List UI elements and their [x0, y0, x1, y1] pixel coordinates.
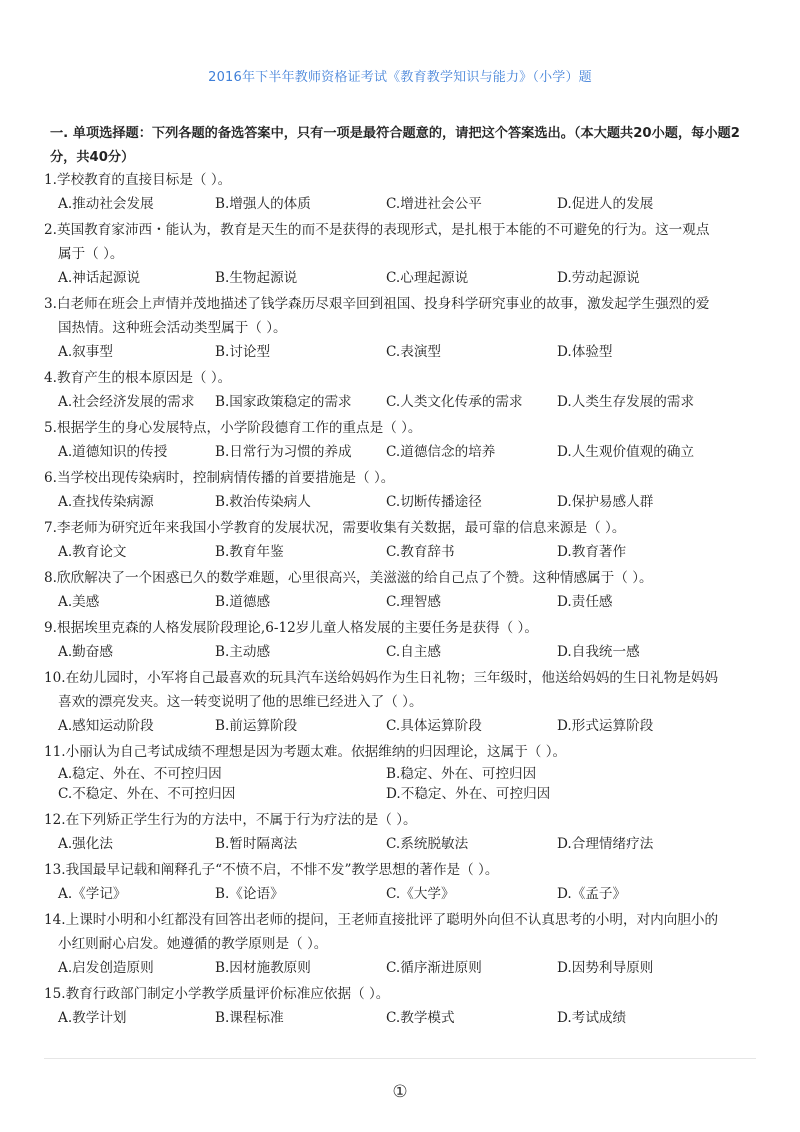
question-text-line: 2.英国教育家沛西・能认为，教育是天生的而不是获得的表现形式，是扎根于本能的不可避免的行为。这一观点 [44, 222, 710, 238]
question-text-line: 6.当学校出现传染病时，控制病情传播的首要措施是（ ）。 [44, 470, 395, 486]
question-text [44, 366, 760, 390]
answer-option: C.表演型 [386, 344, 442, 360]
question-text-continued [44, 316, 760, 340]
answer-option: A.启发创造原则 [58, 960, 154, 976]
answer-options [44, 882, 760, 908]
question-item [44, 566, 760, 616]
answer-option: B.讨论型 [215, 344, 271, 360]
answer-option: C.教育辞书 [386, 544, 455, 560]
answer-option: C.切断传播途径 [386, 494, 482, 510]
answer-option: C.系统脱敏法 [386, 836, 469, 852]
section-heading: 一. 单项选择题：下列各题的备选答案中，只有一项是最符合题意的，请把这个答案选出。（本大题共20小题，每小题2分，共40分） [50, 126, 740, 165]
answer-option: A.强化法 [58, 836, 113, 852]
answer-option: A.教育论文 [58, 544, 127, 560]
question-text [44, 808, 760, 832]
answer-option: B.救治传染病人 [215, 494, 311, 510]
answer-option: A.勤奋感 [58, 644, 113, 660]
answer-option: B.因材施教原则 [215, 960, 311, 976]
answer-option: B.日常行为习惯的养成 [215, 444, 352, 460]
answer-option: D.体验型 [557, 344, 613, 360]
question-text [44, 466, 760, 490]
question-text [44, 908, 760, 932]
question-item [44, 516, 760, 566]
answer-options [44, 714, 760, 740]
question-text [44, 740, 760, 764]
answer-option: D.促进人的发展 [557, 196, 654, 212]
answer-option: B.前运算阶段 [215, 718, 298, 734]
question-text-line: 3.白老师在班会上声情并茂地描述了钱学森历尽艰辛回到祖国、投身科学研究事业的故事，激发起学生强烈的爱 [44, 296, 710, 312]
question-item [44, 808, 760, 858]
answer-option: A.叙事型 [58, 344, 113, 360]
question-item [44, 616, 760, 666]
answer-option: D.不稳定、外在、可控归因 [386, 786, 551, 802]
answer-option: D.因势利导原则 [557, 960, 654, 976]
answer-option: B.稳定、外在、可控归因 [386, 766, 537, 782]
answer-option: A.查找传染病源 [58, 494, 154, 510]
answer-option: A.神话起源说 [58, 270, 141, 286]
question-item [44, 466, 760, 516]
answer-option: B.道德感 [215, 594, 271, 610]
question-item [44, 218, 760, 292]
question-text [44, 292, 760, 316]
answer-options [44, 340, 760, 366]
answer-option: A.感知运动阶段 [58, 718, 154, 734]
answer-options [44, 956, 760, 982]
question-item [44, 292, 760, 366]
answer-option: C.教学模式 [386, 1010, 455, 1026]
question-text-line: 12.在下列矫正学生行为的方法中，不属于行为疗法的是（ ）。 [44, 812, 417, 828]
question-text-continued [44, 690, 760, 714]
question-text [44, 616, 760, 640]
question-text [44, 982, 760, 1006]
answer-option: D.形式运算阶段 [557, 718, 654, 734]
answer-options [44, 1006, 760, 1032]
question-list [44, 168, 760, 1032]
question-text [44, 858, 760, 882]
question-text-line: 13.我国最早记载和阐释孔子“不愤不启，不悱不发”教学思想的著作是（ ）。 [44, 862, 499, 878]
answer-option: C.增进社会公平 [386, 196, 482, 212]
answer-option: C.自主感 [386, 644, 442, 660]
answer-option: B.增强人的体质 [215, 196, 311, 212]
answer-options [44, 590, 760, 616]
answer-options [44, 390, 760, 416]
answer-option: C.道德信念的培养 [386, 444, 496, 460]
question-text [44, 666, 760, 690]
question-text-line: 15.教育行政部门制定小学教学质量评价标准应依据（ ）。 [44, 986, 390, 1002]
answer-option: D.人类生存发展的需求 [557, 394, 695, 410]
answer-option: C.循序渐进原则 [386, 960, 482, 976]
question-text [44, 218, 760, 242]
answer-option: B.《论语》 [215, 886, 284, 902]
answer-option: B.课程标准 [215, 1010, 284, 1026]
question-item [44, 858, 760, 908]
answer-options [44, 490, 760, 516]
question-text-continued [44, 242, 760, 266]
answer-options [44, 764, 760, 804]
question-item [44, 666, 760, 740]
answer-option: D.人生观价值观的确立 [557, 444, 695, 460]
answer-option: D.考试成绩 [557, 1010, 627, 1026]
answer-option: B.教育年鉴 [215, 544, 284, 560]
question-text-line: 11.小丽认为自己考试成绩不理想是因为考题太难。依据维纳的归因理论，这属于（ ）。 [44, 744, 567, 760]
question-text [44, 416, 760, 440]
answer-option: A.教学计划 [58, 1010, 127, 1026]
answer-option: C.《大学》 [386, 886, 455, 902]
question-text [44, 566, 760, 590]
question-text-line: 7.李老师为研究近年来我国小学教育的发展状况，需要收集有关数据，最可靠的信息来源是（ ）。 [44, 520, 626, 536]
answer-option: B.国家政策稳定的需求 [215, 394, 352, 410]
answer-options [44, 192, 760, 218]
answer-options [44, 832, 760, 858]
question-text [44, 516, 760, 540]
answer-options [44, 540, 760, 566]
answer-options [44, 266, 760, 292]
question-text-line: 10.在幼儿园时，小军将自己最喜欢的玩具汽车送给妈妈作为生日礼物；三年级时，他送给妈妈的生日礼物是妈妈 [44, 670, 719, 686]
question-item [44, 740, 760, 804]
answer-options [44, 640, 760, 666]
answer-option: D.合理情绪疗法 [557, 836, 654, 852]
question-text-line: 喜欢的漂亮发夹。这一转变说明了他的思维已经进入了（ ）。 [58, 694, 423, 710]
question-text [44, 168, 760, 192]
answer-option: C.不稳定、外在、不可控归因 [58, 786, 236, 802]
question-text-line: 国热情。这种班会活动类型属于（ ）。 [58, 320, 287, 336]
answer-option: B.生物起源说 [215, 270, 298, 286]
answer-option: D.《孟子》 [557, 886, 627, 902]
question-text-line: 9.根据埃里克森的人格发展阶段理论,6-12岁儿童人格发展的主要任务是获得（ ）。 [44, 620, 538, 636]
question-item [44, 982, 760, 1032]
page-number: ① [392, 1082, 408, 1102]
answer-option: B.主动感 [215, 644, 271, 660]
question-text-line: 8.欣欣解决了一个困惑已久的数学难题，心里很高兴，美滋滋的给自己点了个赞。这种情感属于（ ）。 [44, 570, 653, 586]
question-text-line: 14.上课时小明和小红都没有回答出老师的提问，王老师直接批评了聪明外向但不认真思考的小明，对内向胆小的 [44, 912, 719, 928]
question-item [44, 168, 760, 218]
question-item [44, 908, 760, 982]
answer-option: C.具体运算阶段 [386, 718, 482, 734]
answer-option: C.心理起源说 [386, 270, 469, 286]
question-text-line: 5.根据学生的身心发展特点，小学阶段德育工作的重点是（ ）。 [44, 420, 422, 436]
exam-title: 2016年下半年教师资格证考试《教育教学知识与能力》（小学）题 [208, 70, 592, 85]
answer-option: C.人类文化传承的需求 [386, 394, 523, 410]
footer-divider [44, 1058, 756, 1059]
answer-option: C.理智感 [386, 594, 442, 610]
question-text-line: 4.教育产生的根本原因是（ ）。 [44, 370, 232, 386]
answer-option: A.社会经济发展的需求 [58, 394, 195, 410]
answer-option: D.教育著作 [557, 544, 627, 560]
answer-option: A.推动社会发展 [58, 196, 154, 212]
question-text-continued [44, 932, 760, 956]
answer-option: A.美感 [58, 594, 100, 610]
answer-option: A.道德知识的传授 [58, 444, 168, 460]
answer-option: D.自我统一感 [557, 644, 640, 660]
question-text-line: 属于（ ）。 [58, 246, 124, 262]
answer-option: A.稳定、外在、不可控归因 [58, 766, 222, 782]
question-item [44, 416, 760, 466]
question-text-line: 小红则耐心启发。她遵循的教学原则是（ ）。 [58, 936, 328, 952]
question-text-line: 1.学校教育的直接目标是（ ）。 [44, 172, 232, 188]
answer-option: D.保护易感人群 [557, 494, 654, 510]
answer-options [44, 440, 760, 466]
answer-option: A.《学记》 [58, 886, 127, 902]
question-item [44, 366, 760, 416]
answer-option: B.暂时隔离法 [215, 836, 298, 852]
answer-option: D.责任感 [557, 594, 613, 610]
answer-option: D.劳动起源说 [557, 270, 640, 286]
